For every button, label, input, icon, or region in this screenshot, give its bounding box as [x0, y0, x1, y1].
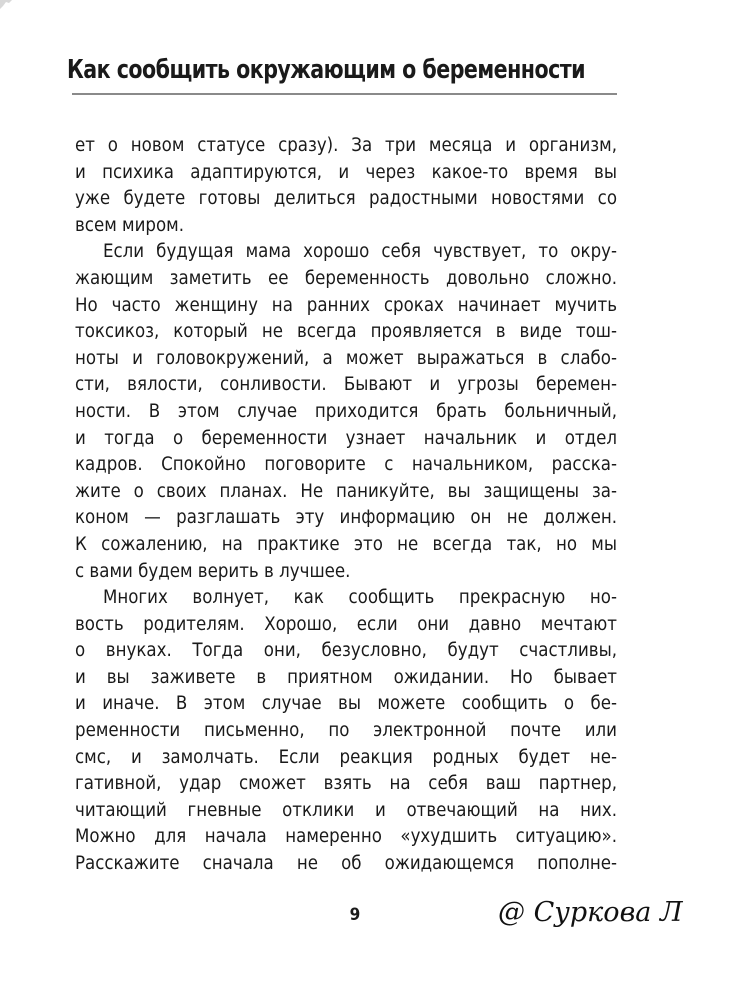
text-line: ременности письменно, по электронной почте или — [75, 720, 617, 742]
text-line: Можно для начала намеренно «ухудшить ситуацию». — [75, 826, 617, 848]
text-line: Но часто женщину на ранних сроках начинает мучить — [75, 294, 617, 316]
text-line: Многих волнует, как сообщить прекрасную но- — [103, 587, 617, 609]
text-line: жающим заметить ее беременность довольно сложно. — [75, 267, 617, 289]
text-line: о внуках. Тогда они, безусловно, будут счастливы, — [75, 640, 617, 662]
author-watermark: @ Суркова Л — [498, 897, 683, 928]
text-line: уже будете готовы делиться радостными новостями со — [75, 188, 617, 210]
page-number: 9 — [349, 905, 361, 925]
text-line: смс, и замолчать. Если реакция родных будет не- — [75, 746, 617, 768]
text-line: ноты и головокружений, а может выражаться в слабо- — [75, 347, 617, 369]
text-line: Если будущая мама хорошо себя чувствует, то окру- — [103, 241, 617, 263]
text-line: коном — разглашать эту информацию он не должен. — [75, 507, 617, 529]
text-line: и иначе. В этом случае вы можете сообщить о бе- — [75, 693, 617, 715]
title-divider — [72, 93, 617, 95]
page-title: Как сообщить окружающим о беременности — [67, 55, 586, 85]
text-line: и тогда о беременности узнает начальник и отдел — [75, 427, 617, 449]
text-line: жите о своих планах. Не паникуйте, вы защищены за- — [75, 480, 617, 502]
text-line: токсикоз, который не всегда проявляется в виде тош- — [75, 321, 617, 343]
text-line: ет о новом статусе сразу). За три месяца и организм, — [75, 135, 617, 156]
text-line: читающий гневные отклики и отвечающий на них. — [75, 799, 617, 821]
text-line: с вами будем верить в лучшее. — [75, 560, 351, 582]
text-line: сти, вялости, сонливости. Бывают и угрозы беремен- — [75, 374, 617, 396]
text-line: всем миром. — [75, 214, 185, 236]
text-line: гативной, удар сможет взять на себя ваш партнер, — [75, 773, 617, 795]
text-line: кадров. Спокойно поговорите с начальником, расска- — [75, 454, 617, 476]
corner-scan-mark — [0, 0, 14, 14]
text-line: ности. В этом случае приходится брать больничный, — [75, 400, 617, 422]
text-line: К сожалению, на практике это не всегда так, но мы — [75, 533, 617, 555]
text-line: вость родителям. Хорошо, если они давно мечтают — [75, 613, 617, 635]
text-line: и вы заживете в приятном ожидании. Но бывает — [75, 666, 617, 688]
body-text — [75, 133, 617, 878]
text-line: и психика адаптируются, и через какое-то время вы — [75, 161, 617, 183]
text-line: Расскажите сначала не об ожидающемся пополне- — [75, 853, 617, 875]
